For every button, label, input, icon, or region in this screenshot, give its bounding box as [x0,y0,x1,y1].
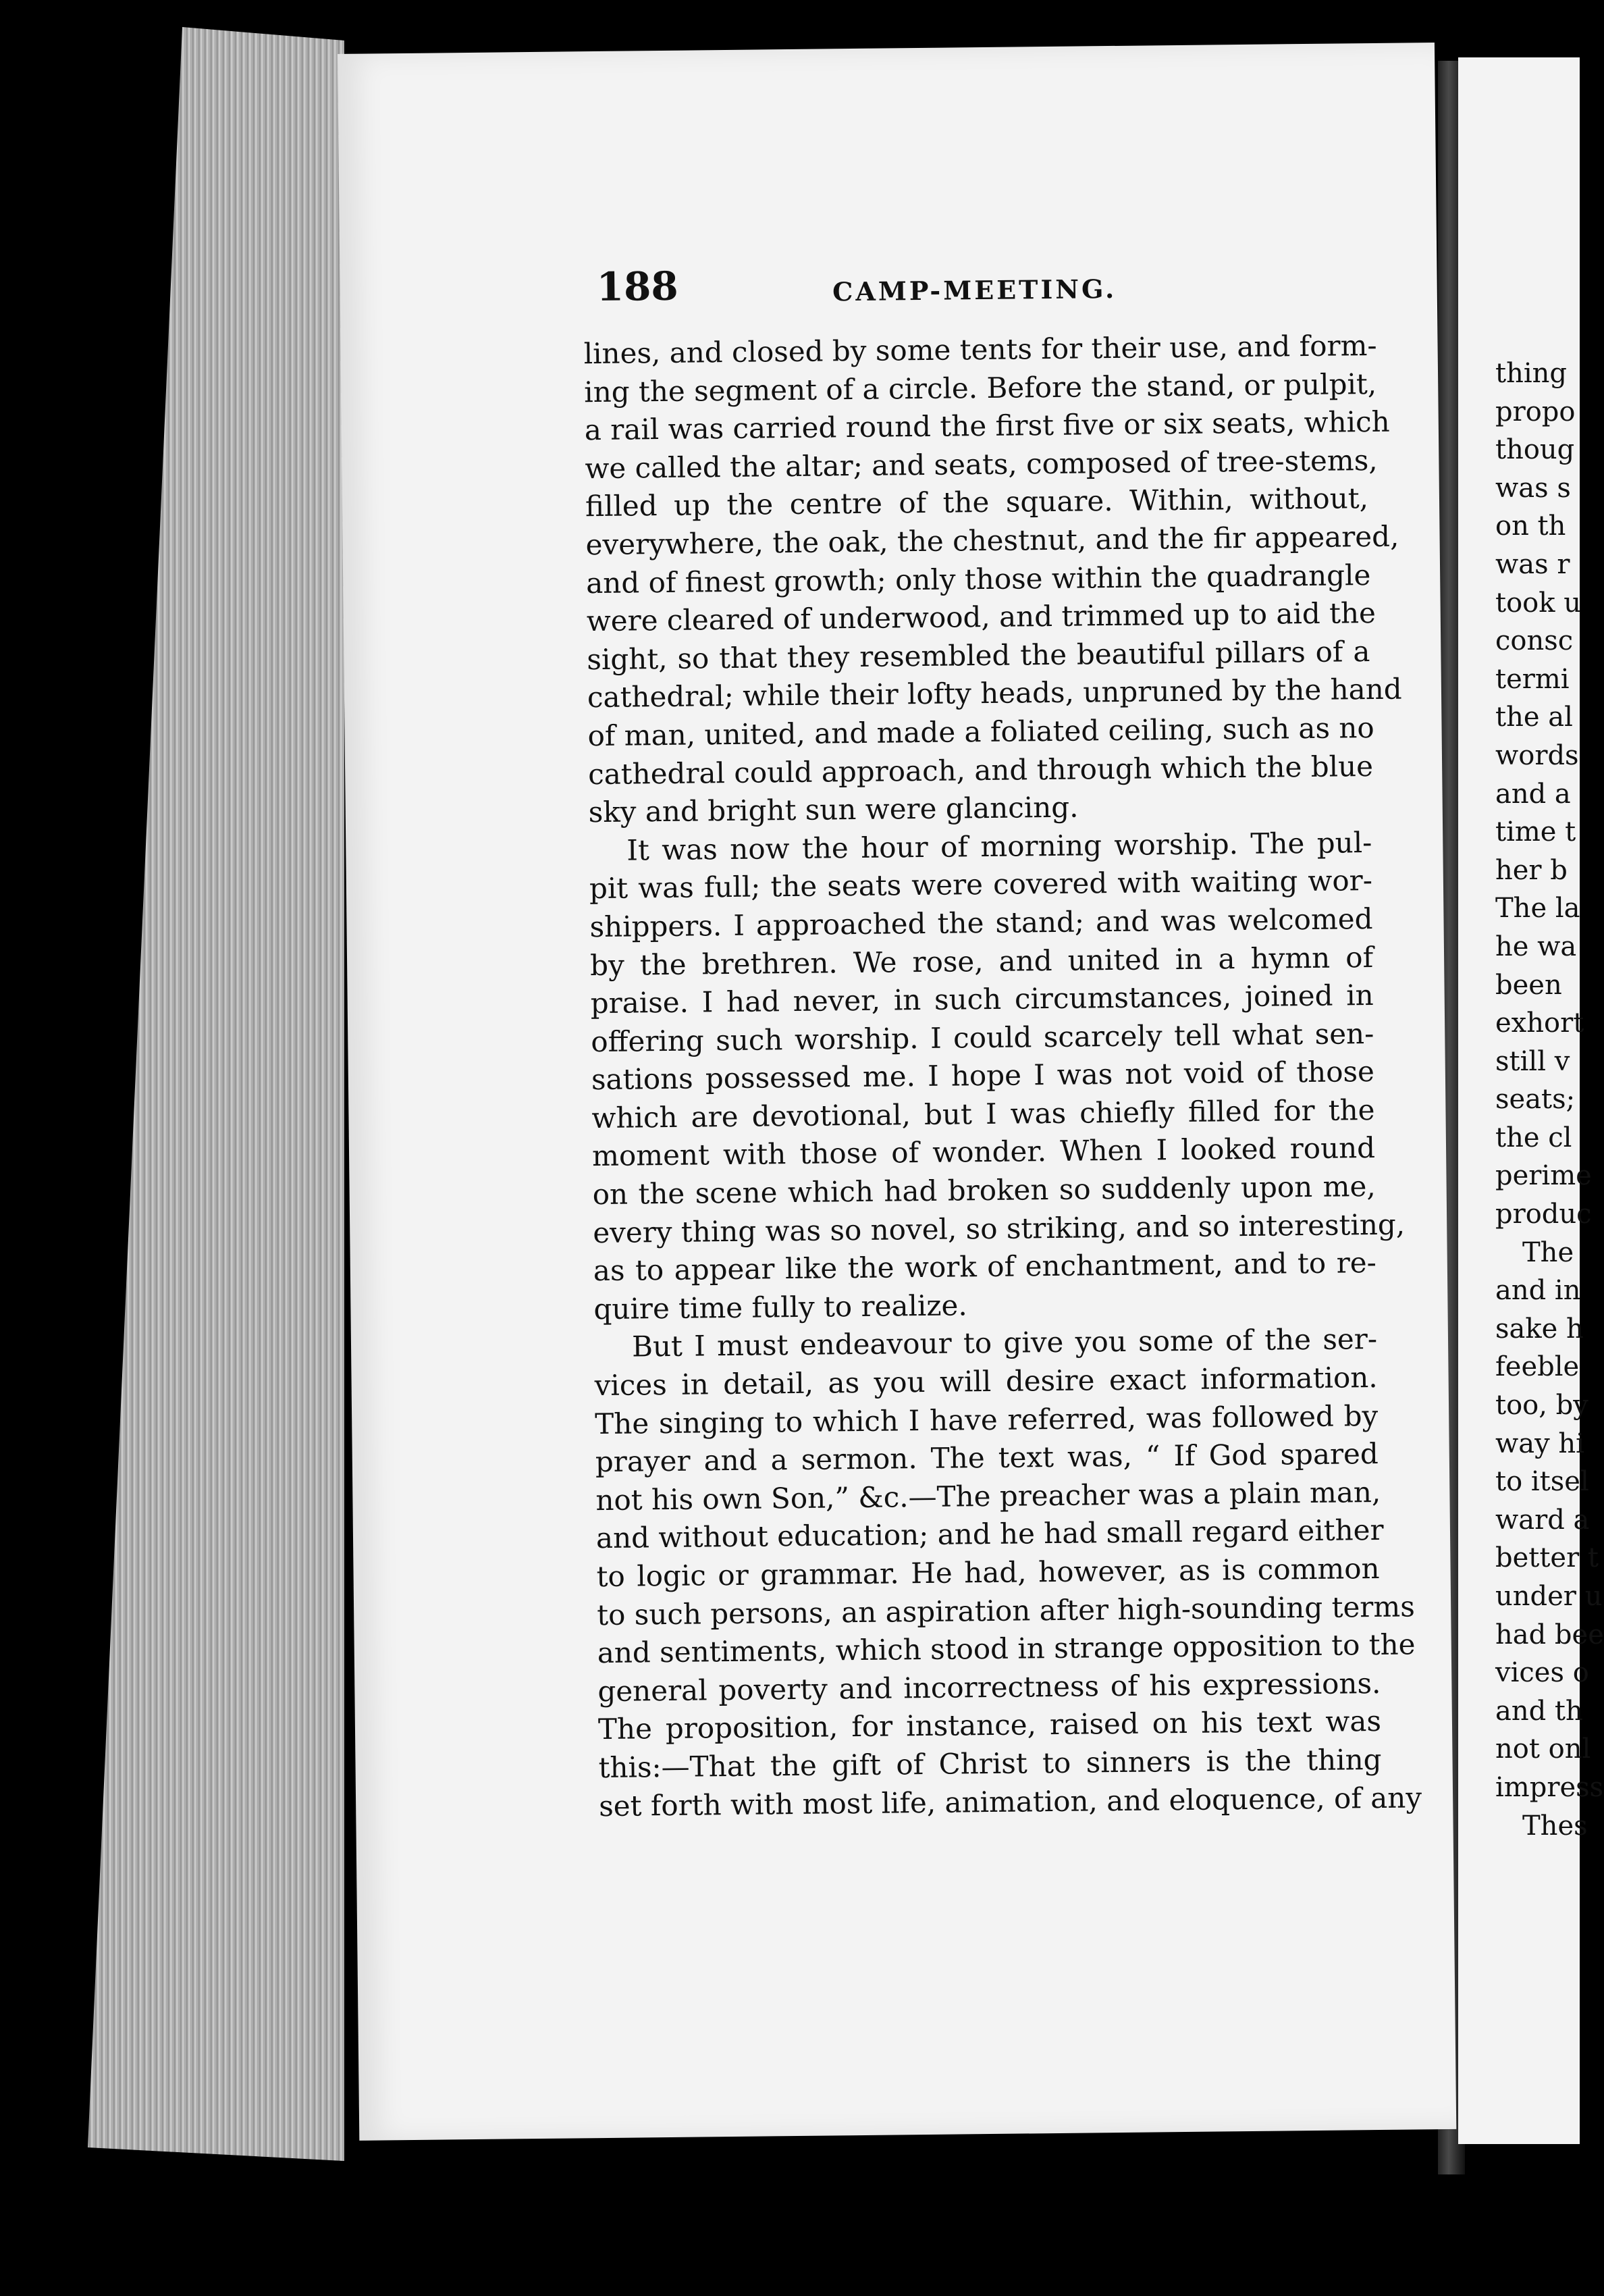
facing-text-line: The la [1495,893,1580,924]
facing-text-line: had bee [1495,1619,1604,1650]
facing-text-line: and th [1495,1695,1583,1727]
text-line: and of finest growth; only those within the quadrangle [585,558,1371,600]
text-line: set forth with most life, animation, and eloquence, of any [598,1780,1422,1823]
text-line: The singing to which I have referred, was followed by [595,1399,1379,1440]
text-line: every thing was so novel, so striking, and so interesting, [593,1207,1406,1249]
body-text [583,327,1422,1825]
text-line: shippers. I approached the stand; and was welcomed [589,902,1373,944]
text-line: to such persons, an aspiration after high-sounding terms [596,1590,1415,1632]
text-line: to logic or grammar. He had, however, as is common [596,1551,1380,1594]
text-line: praise. I had never, in such circumstances, joined in [590,979,1374,1020]
facing-text-line: thing [1495,358,1567,389]
facing-text-line: too, by [1495,1390,1588,1421]
text-line: were cleared of underwood, and trimmed up to aid the [586,596,1376,638]
facing-text-line: termi [1495,663,1570,695]
facing-text-line: her b [1495,854,1568,886]
facing-text-line: perime [1495,1160,1592,1192]
facing-text-line: was s [1495,472,1571,504]
facing-text-line: to itsel [1495,1466,1589,1498]
text-line: quire time fully to realize. [593,1288,967,1326]
facing-text-line: the al [1495,702,1573,733]
text-line: sight, so that they resembled the beautiful pillars of a [587,634,1370,676]
text-line: vices in detail, as you will desire exact information. [594,1361,1378,1403]
facing-text-line: took u [1495,587,1581,619]
text-line: pit was full; the seats were covered with waiting wor- [589,864,1373,906]
text-line: lines, and closed by some tents for their use, and form- [583,328,1377,371]
facing-text-line: better t [1495,1542,1599,1574]
facing-page-text [1495,355,1604,1845]
text-line: by the brethren. We rose, and united in a hymn of [589,940,1374,982]
text-line: a rail was carried round the first five or six seats, which [584,405,1390,447]
text-line: cathedral; while their lofty heads, unpruned by the hand [587,672,1402,714]
running-head: CAMP-MEETING. [832,273,1117,307]
facing-text-line: feeble [1495,1351,1580,1383]
facing-text-line: not onl [1495,1733,1591,1765]
facing-text-line: time t [1495,816,1576,848]
text-line: It was now the hour of morning worship. The pul- [626,825,1372,867]
facing-text-line: still v [1495,1045,1570,1077]
text-line: cathedral could approach, and through which the blue [587,749,1374,791]
text-line: this:—That the gift of Christ to sinners is the thing [598,1742,1382,1785]
facing-text-line: under u [1495,1581,1603,1612]
facing-text-line: on th [1495,511,1566,542]
text-line: The proposition, for instance, raised on his text was [597,1704,1382,1746]
text-line: offering such worship. I could scarcely tell what sen- [591,1016,1374,1058]
facing-text-line: thoug [1495,434,1575,466]
text-line: ing the segment of a circle. Before the stand, or pulpit, [584,367,1377,409]
facing-text-line: consc [1495,625,1574,657]
facing-text-line: Thes [1522,1810,1588,1842]
text-line: sations possessed me. I hope I was not void of those [591,1055,1375,1097]
book-page [338,43,1456,2141]
text-line: filled up the centre of the square. Within, without, [585,481,1369,523]
facing-text-line: impress [1495,1771,1604,1803]
facing-text-line: and a [1495,778,1571,810]
facing-text-line: the cl [1495,1122,1572,1153]
book-page-edges [88,27,344,2161]
page-header [596,256,1353,332]
facing-text-line: he wa [1495,931,1577,962]
text-line: sky and bright sun were glancing. [588,790,1079,829]
facing-text-line: seats; [1495,1084,1576,1116]
facing-text-line: exhort [1495,1008,1584,1039]
facing-text-line: way hi [1495,1428,1584,1459]
facing-text-line: sake h [1495,1313,1584,1345]
facing-text-line: The [1522,1236,1574,1268]
text-line: and without education; and he had small regard either [595,1513,1384,1555]
text-line: But I must endeavour to give you some of the ser- [631,1322,1378,1363]
text-line: we called the altar; and seats, composed of tree-stems, [585,443,1378,485]
text-line: moment with those of wonder. When I looked round [591,1131,1376,1173]
facing-text-line: was r [1495,548,1570,580]
text-line: of man, united, and made a foliated ceiling, such as no [587,710,1374,753]
text-line: and sentiments, which stood in strange opposition to the [597,1627,1416,1670]
facing-text-line: vices o [1495,1657,1589,1689]
facing-text-line: propo [1495,396,1576,427]
text-line: as to appear like the work of enchantment, and to re- [593,1246,1377,1288]
text-line: everywhere, the oak, the chestnut, and the fir appeared, [585,519,1399,562]
text-line: general poverty and incorrectness of his expressions. [597,1666,1381,1708]
facing-text-line: produc [1495,1199,1592,1230]
text-line: not his own Son,” &c.—The preacher was a plain man, [595,1475,1381,1517]
page-number: 188 [596,263,679,310]
text-line: prayer and a sermon. The text was, “ If God spared [595,1437,1379,1479]
facing-text-line: been [1495,969,1562,1001]
facing-page [1458,57,1604,2144]
text-line: on the scene which had broken so suddenly upon me, [592,1170,1376,1211]
facing-text-line: words [1495,739,1579,771]
facing-text-line: ward a [1495,1504,1590,1536]
text-line: which are devotional, but I was chiefly filled for the [591,1093,1375,1135]
facing-text-line: and in [1495,1275,1581,1307]
